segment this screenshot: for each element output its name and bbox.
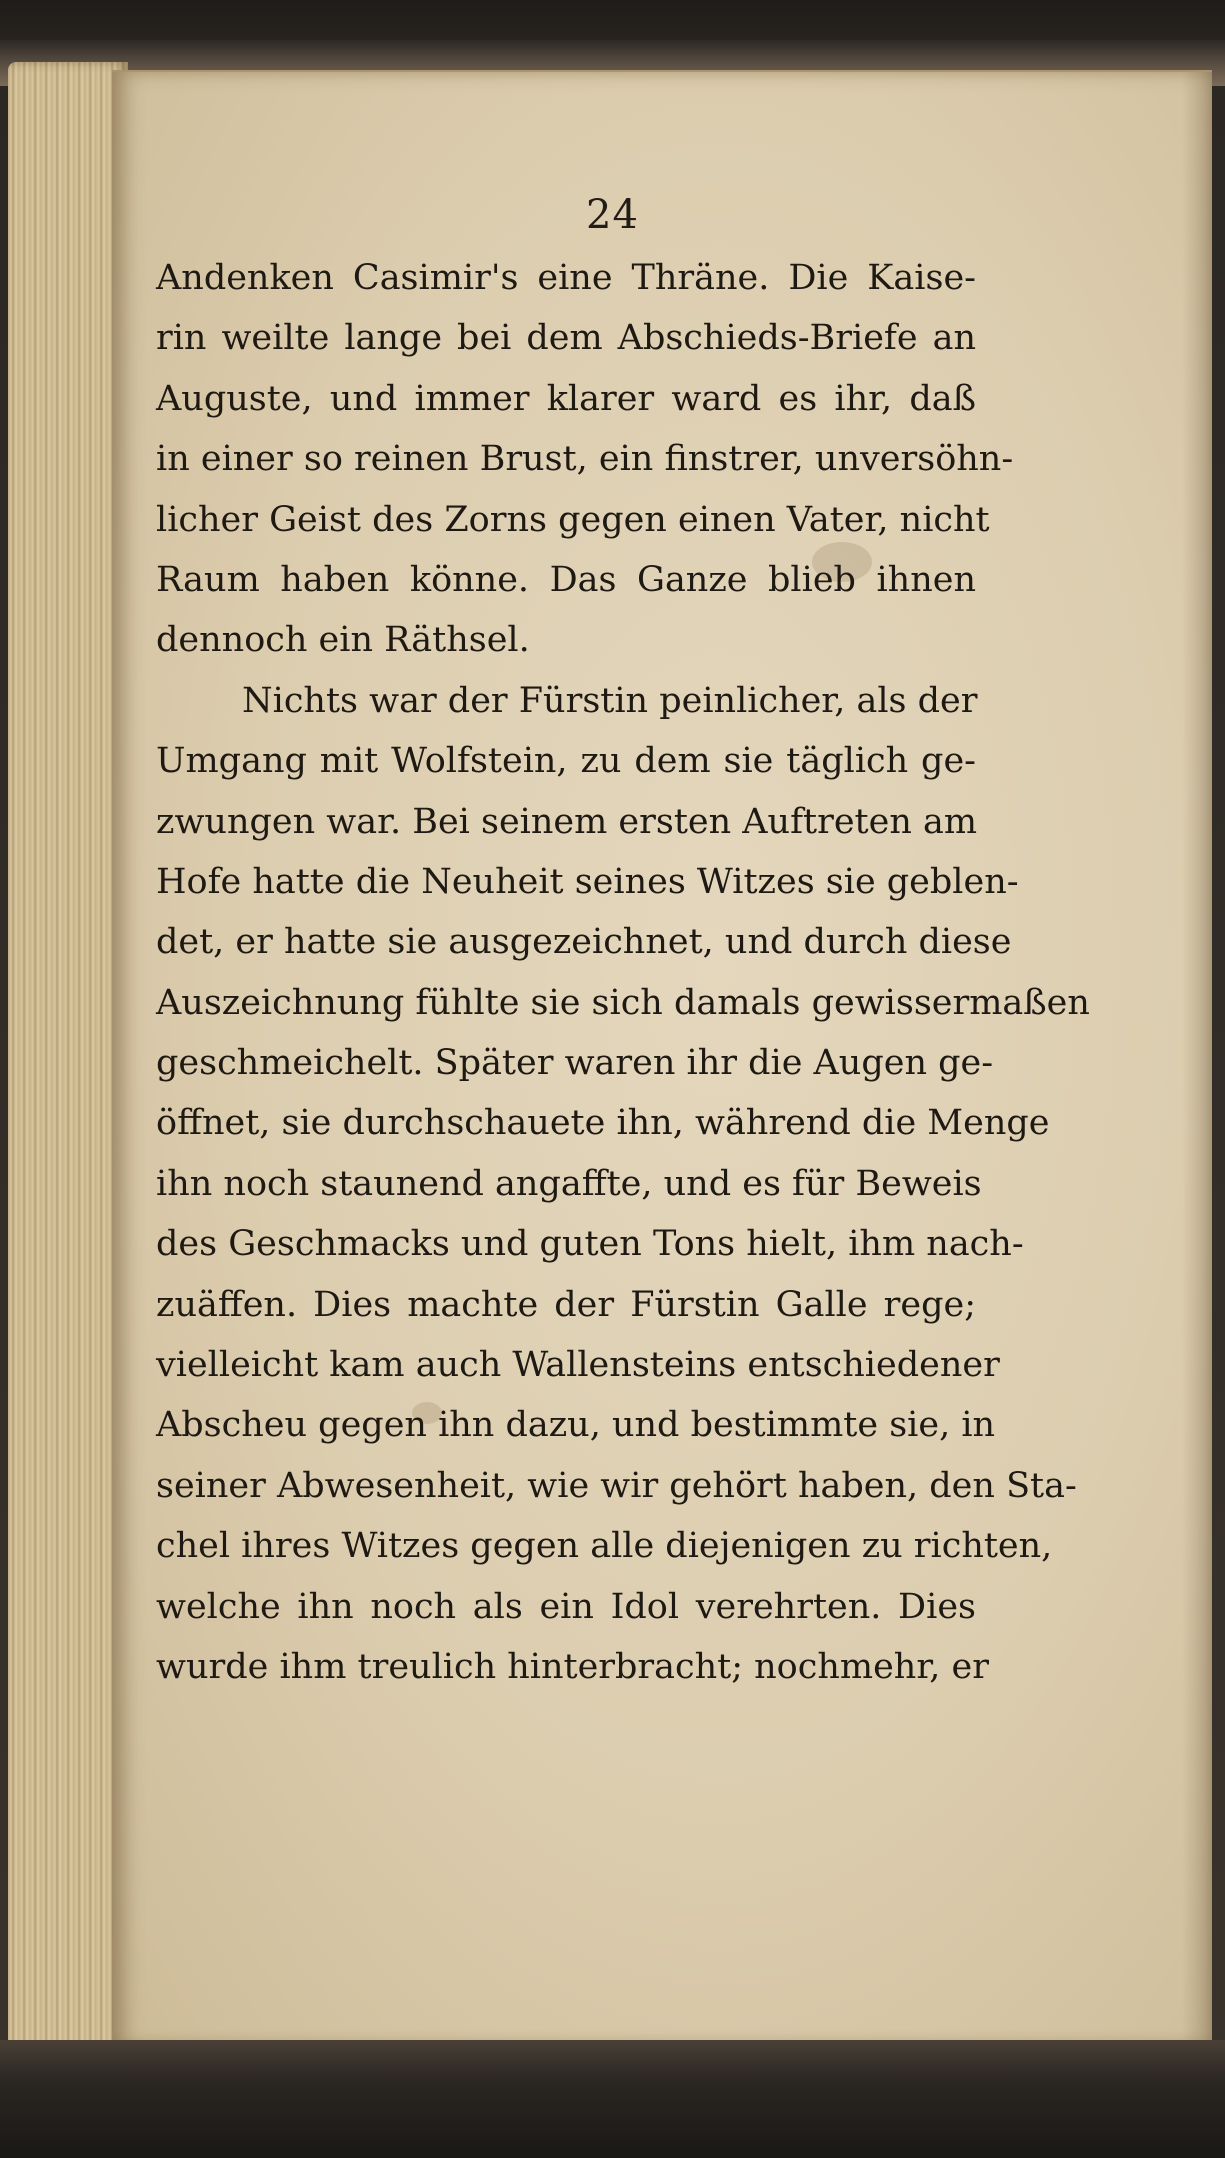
text-line: Andenken Casimir's eine Thräne. Die Kaise- bbox=[156, 258, 976, 298]
text-line: wurde ihm treulich hinterbracht; nochmehr, er bbox=[156, 1646, 989, 1687]
page-number: 24 bbox=[586, 192, 639, 238]
text-line: det, er hatte sie ausgezeichnet, und durch diese bbox=[156, 922, 1012, 963]
text-line: welche ihn noch als ein Idol verehrten. Dies bbox=[156, 1586, 976, 1627]
text-line: chel ihres Witzes gegen alle diejenigen zu richten, bbox=[156, 1526, 1053, 1567]
text-line: vielleicht kam auch Wallensteins entschiedener bbox=[156, 1345, 1000, 1386]
text-line: zuäffen. Dies machte der Fürstin Galle rege; bbox=[156, 1284, 976, 1325]
text-line: öffnet, sie durchschauete ihn, während die Menge bbox=[156, 1103, 1050, 1144]
text-line: zwungen war. Bei seinem ersten Auftreten am bbox=[156, 801, 978, 842]
text-line: in einer so reinen Brust, ein finstrer, unversöhn- bbox=[156, 439, 1014, 480]
text-line: Abscheu gegen ihn dazu, und bestimmte sie, in bbox=[156, 1405, 996, 1446]
book-cover-bottom bbox=[0, 2040, 1225, 2158]
text-line: dennoch ein Räthsel. bbox=[156, 620, 530, 661]
paragraph-start-line: Nichts war der Fürstin peinlicher, als der bbox=[242, 680, 978, 721]
page-fold-shadow bbox=[1182, 72, 1212, 2052]
text-line: licher Geist des Zorns gegen einen Vater, nicht bbox=[156, 499, 990, 540]
page-body-text bbox=[156, 248, 1090, 1697]
page-edges bbox=[8, 62, 128, 2052]
text-line: Umgang mit Wolfstein, zu dem sie täglich ge- bbox=[156, 741, 976, 782]
text-line: seiner Abwesenheit, wie wir gehört haben, den Sta- bbox=[156, 1465, 1077, 1506]
text-line: Auguste, und immer klarer ward es ihr, daß bbox=[156, 378, 976, 419]
text-line: rin weilte lange bei dem Abschieds-Briefe an bbox=[156, 318, 976, 359]
text-line: geschmeichelt. Später waren ihr die Augen ge- bbox=[156, 1043, 994, 1084]
text-line: Auszeichnung fühlte sie sich damals gewissermaßen bbox=[156, 982, 1090, 1023]
text-line: Raum haben könne. Das Ganze blieb ihnen bbox=[156, 559, 976, 600]
text-line: Hofe hatte die Neuheit seines Witzes sie geblen- bbox=[156, 861, 1019, 902]
text-line: des Geschmacks und guten Tons hielt, ihm nach- bbox=[156, 1224, 1024, 1265]
text-line: ihn noch staunend angaffte, und es für Beweis bbox=[156, 1163, 982, 1204]
